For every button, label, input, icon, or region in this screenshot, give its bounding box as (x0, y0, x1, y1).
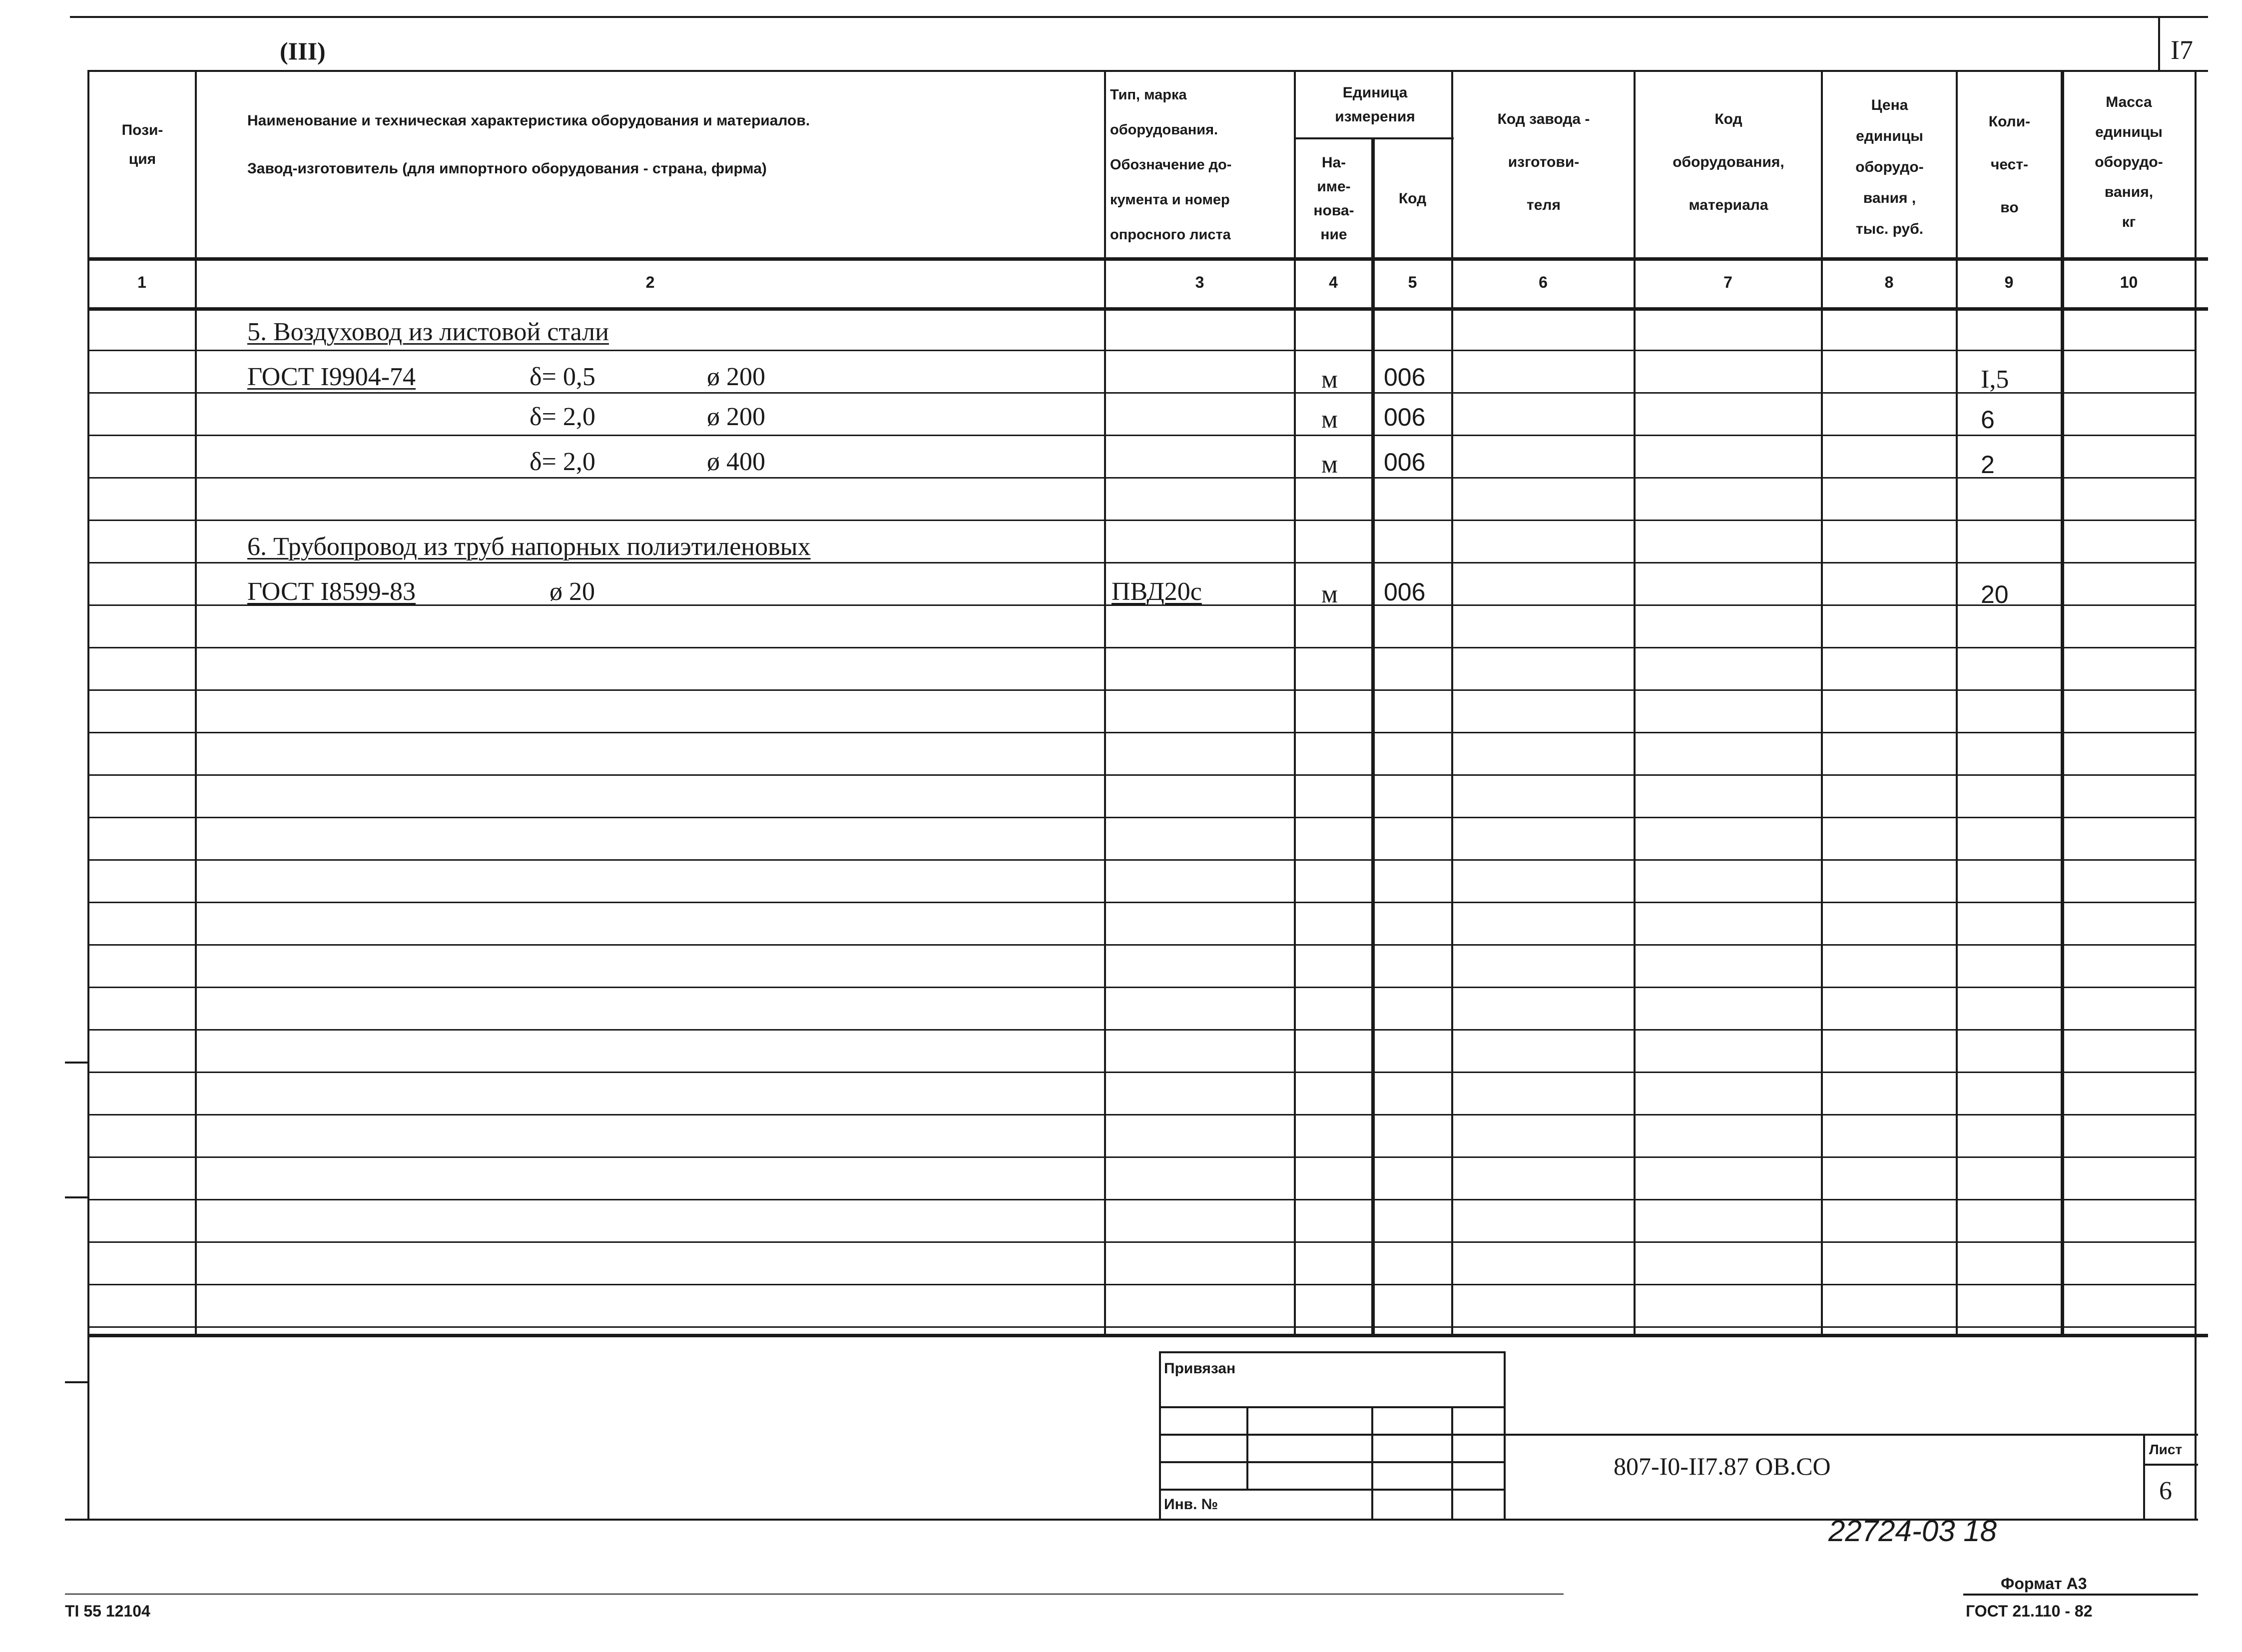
sheet-number: 6 (2159, 1477, 2172, 1505)
stamp-col-2 (1371, 1406, 1373, 1519)
row-line-5 (87, 562, 2196, 563)
row-line-12 (87, 859, 2196, 861)
row-1-thickness: δ= 0,5 (530, 363, 595, 391)
colnum-7: 7 (1723, 273, 1732, 291)
handwritten-number: 22724-03 18 (1828, 1514, 1997, 1548)
header-position: Пози- ция (121, 122, 163, 167)
colnum-9: 9 (2004, 273, 2014, 291)
stamp-inv-label: Инв. № (1164, 1496, 1218, 1513)
row-line-23 (87, 1326, 2196, 1328)
left-tick-1 (65, 1062, 87, 1064)
row-line-20 (87, 1199, 2196, 1200)
row-0-name: 5. Воздуховод из листовой стали (247, 318, 609, 346)
row-4-name: 6. Трубопровод из труб напорных полиэтиленовых (247, 533, 811, 561)
row-line-10 (87, 774, 2196, 776)
row-line-2 (87, 435, 2196, 436)
row-1-unit: м (1321, 365, 1338, 394)
row-2-unit: м (1321, 405, 1338, 434)
stamp-col-3 (1451, 1406, 1453, 1519)
row-line-14 (87, 944, 2196, 946)
top-border-line (70, 16, 2208, 18)
row-line-1 (87, 392, 2196, 394)
left-tick-3 (65, 1381, 87, 1383)
header-qty: Коли- чест- во (1988, 113, 2031, 216)
left-footer-line (65, 1594, 1564, 1595)
row-3-unit: м (1321, 450, 1338, 479)
row-2-diameter: ø 200 (707, 403, 765, 431)
col-divider-4 (1371, 137, 1375, 1334)
format-label: Формат А3 (2001, 1575, 2087, 1593)
row-line-9 (87, 732, 2196, 733)
header-unit-name: На- име- нова- ние (1313, 154, 1354, 243)
table-bottom-line (87, 1334, 2208, 1337)
row-5-name: ГОСТ I8599-83 (247, 577, 416, 606)
header-mass: Масса единицы оборудо- вания, кг (2095, 94, 2163, 230)
row-line-16 (87, 1029, 2196, 1031)
row-line-15 (87, 987, 2196, 988)
row-5-unit: м (1321, 580, 1338, 608)
sheet-box-left (2143, 1434, 2145, 1519)
row-3-code: 006 (1384, 448, 1426, 476)
stamp-col-1 (1246, 1406, 1248, 1489)
section-label: (III) (280, 37, 326, 65)
row-2-code: 006 (1384, 403, 1426, 431)
row-3-diameter: ø 400 (707, 448, 765, 476)
colnum-bottom-line (87, 307, 2208, 311)
page-number-divider (2158, 16, 2160, 71)
format-underline (1963, 1594, 2198, 1596)
row-line-22 (87, 1284, 2196, 1285)
row-line-7 (87, 647, 2196, 648)
header-unit-group: Единица измерения (1335, 84, 1415, 125)
row-line-17 (87, 1072, 2196, 1073)
row-line-19 (87, 1156, 2196, 1158)
row-1-name: ГОСТ I9904-74 (247, 363, 416, 391)
colnum-1: 1 (137, 273, 146, 291)
row-5-code: 006 (1384, 578, 1426, 606)
table-top-line (87, 70, 2208, 72)
row-line-3 (87, 477, 2196, 479)
row-line-4 (87, 520, 2196, 521)
row-1-code: 006 (1384, 363, 1426, 391)
row-line-11 (87, 817, 2196, 818)
row-line-0 (87, 350, 2196, 351)
colnum-10: 10 (2120, 273, 2138, 291)
standard-label: ГОСТ 21.110 - 82 (1966, 1602, 2093, 1620)
row-3-thickness: δ= 2,0 (530, 448, 595, 476)
header-type: Тип, марка оборудования. Обозначение до- кумента и номер опросного листа (1110, 87, 1232, 243)
header-maker-code: Код завода - изготови- теля (1497, 111, 1590, 213)
left-code-label: ТI 55 12104 (65, 1602, 150, 1620)
row-5-qty: 20 (1981, 580, 2009, 608)
row-line-18 (87, 1114, 2196, 1115)
colnum-4: 4 (1329, 273, 1338, 291)
stamp-top-line (1159, 1351, 1504, 1353)
row-5-type: ПВД20с (1112, 577, 1202, 606)
colnum-2: 2 (645, 273, 655, 291)
row-1-diameter: ø 200 (707, 363, 765, 391)
colnum-8: 8 (1884, 273, 1894, 291)
row-line-13 (87, 902, 2196, 903)
row-line-8 (87, 689, 2196, 691)
col-divider-10 (2195, 70, 2197, 1519)
sheet-label: Лист (2149, 1442, 2183, 1457)
row-3-qty: 2 (1981, 451, 1995, 479)
doc-code: 807-I0-II7.87 ОВ.СО (1614, 1452, 1831, 1480)
row-2-qty: 6 (1981, 406, 1995, 434)
row-line-21 (87, 1241, 2196, 1243)
colnum-3: 3 (1195, 273, 1204, 291)
header-equip-code: Код оборудования, материала (1673, 111, 1784, 213)
colnum-5: 5 (1408, 273, 1417, 291)
doc-code-top-line (1504, 1434, 2198, 1436)
left-tick-2 (65, 1196, 87, 1198)
header-unit-code: Код (1398, 190, 1427, 207)
header-price: Цена единицы оборудо- вания , тыс. руб. (1855, 97, 1924, 237)
header-name: Наименование и техническая характеристика оборудования и материалов. Завод-изготовитель (для импортного оборудования - страна, фирма) (247, 112, 810, 177)
colnum-6: 6 (1539, 273, 1548, 291)
page-number: I7 (2171, 35, 2193, 65)
row-5-diameter: ø 20 (550, 577, 595, 606)
row-1-qty: I,5 (1981, 365, 2009, 394)
stamp-linked-label: Привязан (1164, 1360, 1236, 1377)
row-2-thickness: δ= 2,0 (530, 403, 595, 431)
